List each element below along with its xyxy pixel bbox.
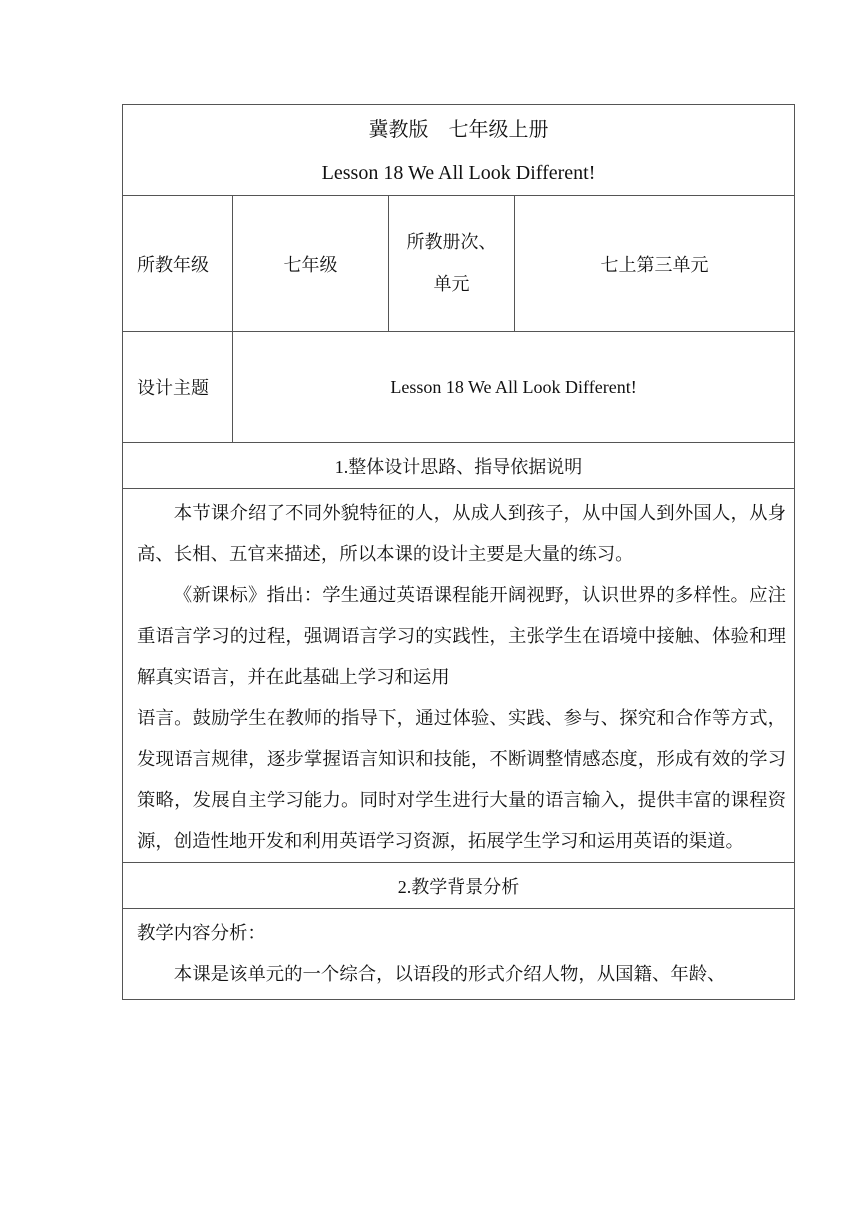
theme-value: Lesson 18 We All Look Different!	[233, 332, 795, 443]
section2-subheading: 教学内容分析：	[137, 923, 266, 944]
lesson-plan-document	[122, 104, 794, 1000]
lesson-title: Lesson 18 We All Look Different!	[321, 162, 596, 184]
section2-paragraph: 本课是该单元的一个综合，以语段的形式介绍人物，从国籍、年龄、	[173, 964, 726, 985]
grade-label: 所教年级	[123, 196, 233, 332]
lesson-plan-table	[122, 104, 795, 1000]
grade-value: 七年级	[233, 196, 389, 332]
document-title: 冀教版 七年级上册	[368, 117, 549, 141]
volume-label-line2: 单元	[433, 273, 470, 295]
header-cell	[123, 105, 795, 196]
volume-value: 七上第三单元	[515, 196, 795, 332]
volume-label-line1: 所教册次、	[406, 231, 497, 253]
section1-body	[123, 489, 795, 863]
section1-paragraph: 本节课介绍了不同外貌特征的人，从成人到孩子，从中国人到外国人，从身高、长相、五官来描述，所以本课的设计主要是大量的练习。	[137, 503, 787, 565]
section2-title: 2.教学背景分析	[123, 863, 795, 909]
section1-paragraph: 语言。鼓励学生在教师的指导下，通过体验、实践、参与、探究和合作等方式，发现语言规律，逐步掌握语言知识和技能，不断调整情感态度，形成有效的学习策略，发展自主学习能力。同时对学生进行大量的语言输入，提供丰富的课程资源，创造性地开发和利用英语学习资源，拓展学生学习和运用英语的渠道。	[137, 708, 787, 852]
section2-body	[123, 909, 795, 1000]
section1-paragraph: 《新课标》指出：学生通过英语课程能开阔视野，认识世界的多样性。应注重语言学习的过程，强调语言学习的实践性，主张学生在语境中接触、体验和理解真实语言，并在此基础上学习和运用	[137, 585, 787, 688]
theme-label: 设计主题	[123, 332, 233, 443]
volume-label-cell	[389, 196, 515, 332]
section1-title: 1.整体设计思路、指导依据说明	[123, 443, 795, 489]
